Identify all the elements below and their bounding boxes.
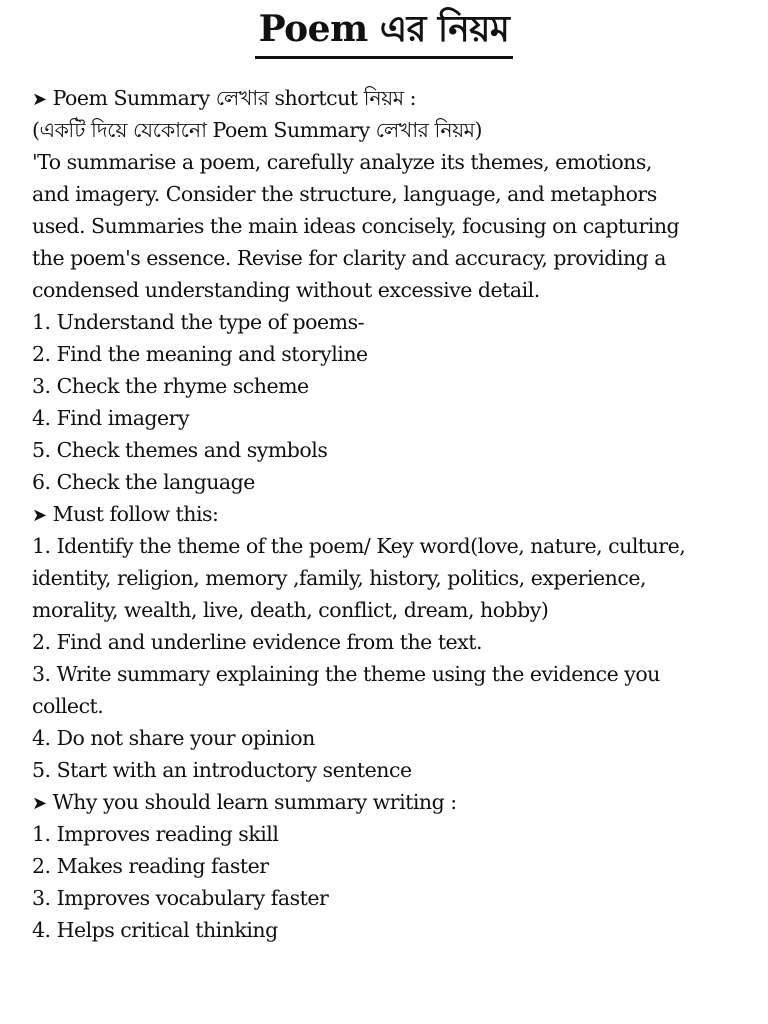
step-item: 4. Find imagery [32, 406, 190, 430]
document-body [32, 82, 732, 946]
rule-line: 3. Write summary explaining the theme using the evidence you [32, 662, 660, 686]
section-heading-must-follow [32, 498, 732, 530]
step-item: 6. Check the language [32, 470, 255, 494]
section-heading-text: Poem Summary লেখার shortcut নিয়ম : [52, 86, 417, 110]
step-item: 5. Check themes and symbols [32, 438, 328, 462]
intro-line: 'To summarise a poem, carefully analyze its themes, emotions, [32, 150, 652, 174]
rule-line: 1. Identify the theme of the poem/ Key word(love, nature, culture, [32, 534, 686, 558]
intro-line: and imagery. Consider the structure, language, and metaphors [32, 182, 657, 206]
intro-line: the poem's essence. Revise for clarity and accuracy, providing a [32, 246, 667, 270]
intro-line: condensed understanding without excessive detail. [32, 278, 540, 302]
section-subheading: (একটি দিয়ে যেকোনো Poem Summary লেখার নিয়ম) [32, 118, 483, 142]
step-item: 2. Find the meaning and storyline [32, 342, 368, 366]
benefit-item: 3. Improves vocabulary faster [32, 886, 329, 910]
rule-line: 5. Start with an introductory sentence [32, 758, 412, 782]
page-title: Poem এর নিয়ম [255, 6, 514, 59]
intro-line: used. Summaries the main ideas concisely, focusing on capturing [32, 214, 680, 238]
benefit-item: 2. Makes reading faster [32, 854, 269, 878]
rule-line: identity, religion, memory ,family, history, politics, experience, [32, 566, 646, 590]
step-item: 1. Understand the type of poems- [32, 310, 365, 334]
rule-line: 4. Do not share your opinion [32, 726, 315, 750]
step-item: 3. Check the rhyme scheme [32, 374, 309, 398]
section-heading-shortcut [32, 82, 732, 114]
rule-line: 2. Find and underline evidence from the text. [32, 630, 483, 654]
arrow-icon: ➤ [32, 793, 47, 814]
rule-line: collect. [32, 694, 104, 718]
title-container [0, 6, 768, 59]
section-heading-why-learn [32, 786, 732, 818]
section-heading-text: Must follow this: [52, 502, 219, 526]
arrow-icon: ➤ [32, 89, 47, 110]
section-heading-text: Why you should learn summary writing : [52, 790, 457, 814]
rule-line: morality, wealth, live, death, conflict, dream, hobby) [32, 598, 549, 622]
arrow-icon: ➤ [32, 505, 47, 526]
benefit-item: 1. Improves reading skill [32, 822, 279, 846]
benefit-item: 4. Helps critical thinking [32, 918, 278, 942]
